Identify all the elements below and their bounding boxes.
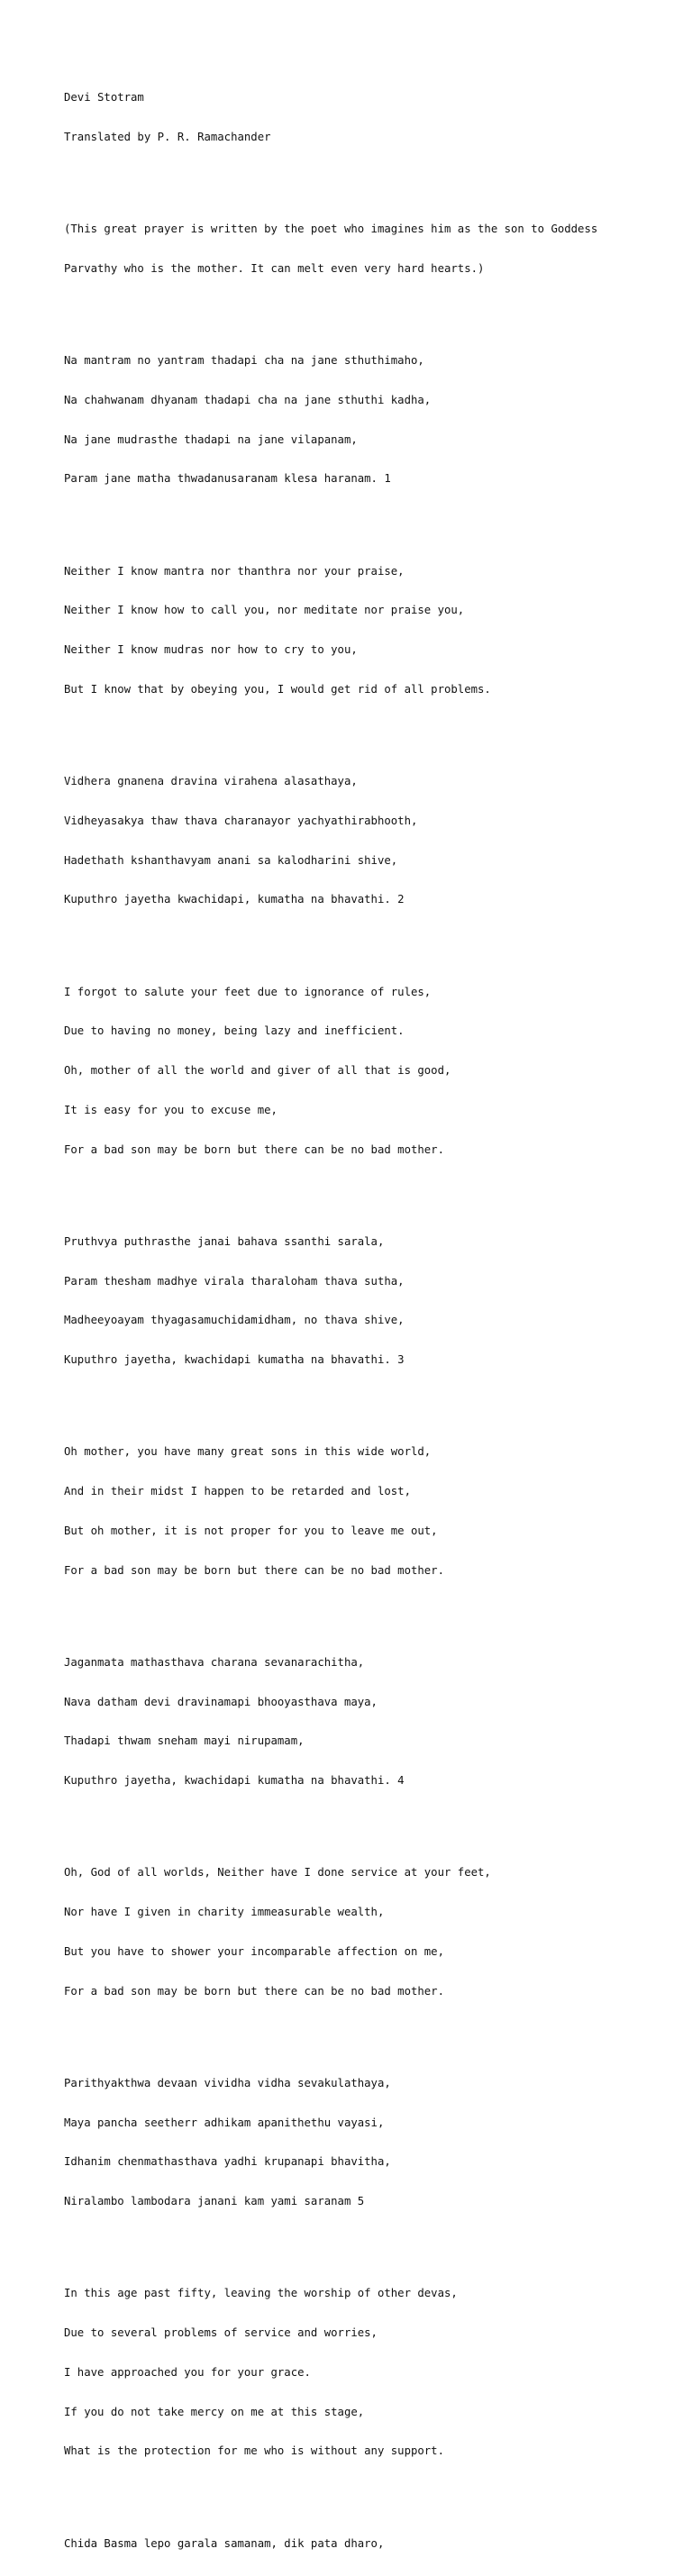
stanza-line: Vidheyasakya thaw thava charanayor yachyathirabhooth, — [64, 814, 418, 827]
blank-line — [64, 170, 677, 184]
stanza-line: Na mantram no yantram thadapi cha na jane sthuthimaho, — [64, 354, 424, 368]
stanza-line: Niralambo lambodara janani kam yami saranam 5 — [64, 2195, 365, 2208]
stanza-line: But oh mother, it is not proper for you to leave me out, — [64, 1524, 438, 1537]
stanza-line: I forgot to salute your feet due to ignorance of rules, — [64, 985, 432, 998]
stanza-line: Due to several problems of service and worries, — [64, 2326, 378, 2340]
blank-line — [64, 1393, 677, 1406]
blank-line — [64, 2484, 677, 2498]
stanza-line: Vidhera gnanena dravina virahena alasathaya, — [64, 775, 358, 788]
blank-line — [64, 2024, 677, 2037]
stanza-line: Param thesham madhye virala tharaloham thava sutha, — [64, 1274, 405, 1288]
stanza-line: Oh mother, you have many great sons in this wide world, — [64, 1445, 432, 1459]
stanza-line: And in their midst I happen to be retarded and lost, — [64, 1485, 411, 1498]
stanza-line: Neither I know how to call you, nor meditate nor praise you, — [64, 604, 465, 617]
stanza-line: Jaganmata mathasthava charana sevanarachitha, — [64, 1655, 365, 1669]
stanza-line: Maya pancha seetherr adhikam apanithethu vayasi, — [64, 2116, 385, 2129]
stanza-line: Nava datham devi dravinamapi bhooyasthava maya, — [64, 1695, 378, 1708]
stanza-line: It is easy for you to excuse me, — [64, 1103, 278, 1116]
stanza-line: For a bad son may be born but there can be no bad mother. — [64, 1142, 444, 1156]
blank-line — [64, 723, 677, 736]
stanza-line: I have approached you for your grace. — [64, 2365, 311, 2379]
stanza-line: Neither I know mantra nor thanthra nor your praise, — [64, 564, 405, 578]
document-title: Devi Stotram — [64, 91, 144, 105]
stanza-line: Kuputhro jayetha, kwachidapi kumatha na bhavathi. 3 — [64, 1353, 405, 1367]
stanza-line: Chida Basma lepo garala samanam, dik pata dharo, — [64, 2536, 385, 2550]
stanza-line: Neither I know mudras nor how to cry to you, — [64, 643, 358, 657]
stanza-line: Pruthvya puthrasthe janai bahava ssanthi sarala, — [64, 1234, 385, 1248]
blank-line — [64, 1814, 677, 1827]
stanza-line: Param jane matha thwadanusaranam klesa haranam. 1 — [64, 472, 391, 486]
stanza-line: Kuputhro jayetha, kwachidapi kumatha na bhavathi. 4 — [64, 1774, 405, 1788]
stanza-line: For a bad son may be born but there can be no bad mother. — [64, 1984, 444, 1998]
blank-line — [64, 1182, 677, 1196]
document-text — [64, 65, 677, 2576]
stanza-line: Na jane mudrasthe thadapi na jane vilapanam, — [64, 432, 358, 446]
stanza-line: But you have to shower your incomparable affection on me, — [64, 1944, 444, 1958]
blank-line — [64, 1603, 677, 1616]
stanza-line: Hadethath kshanthavyam anani sa kalodharini shive, — [64, 853, 398, 867]
blank-line — [64, 2235, 677, 2248]
stanza-line: In this age past fifty, leaving the worship of other devas, — [64, 2287, 458, 2300]
intro-line: (This great prayer is written by the poet who imagines him as the son to Goddess — [64, 223, 598, 236]
stanza-line: If you do not take mercy on me at this stage, — [64, 2405, 365, 2418]
stanza-line: For a bad son may be born but there can be no bad mother. — [64, 1563, 444, 1577]
intro-line: Parvathy who is the mother. It can melt even very hard hearts.) — [64, 261, 485, 275]
blank-line — [64, 933, 677, 946]
blank-line — [64, 512, 677, 525]
stanza-line: Thadapi thwam sneham mayi nirupamam, — [64, 1734, 305, 1748]
stanza-line: Oh, mother of all the world and giver of all that is good, — [64, 1064, 451, 1078]
stanza-line: Na chahwanam dhyanam thadapi cha na jane sthuthi kadha, — [64, 393, 432, 406]
stanza-line: Madheeyoayam thyagasamuchidamidham, no thava shive, — [64, 1314, 405, 1327]
stanza-line: What is the protection for me who is without any support. — [64, 2444, 444, 2458]
stanza-line: Idhanim chenmathasthava yadhi krupanapi bhavitha, — [64, 2155, 391, 2169]
stanza-line: But I know that by obeying you, I would get rid of all problems. — [64, 682, 491, 696]
stanza-line: Nor have I given in charity immeasurable wealth, — [64, 1906, 385, 1919]
blank-line — [64, 302, 677, 315]
stanza-line: Parithyakthwa devaan vividha vidha sevakulathaya, — [64, 2076, 391, 2089]
document-translator: Translated by P. R. Ramachander — [64, 130, 271, 143]
stanza-line: Kuputhro jayetha kwachidapi, kumatha na bhavathi. 2 — [64, 893, 405, 906]
stanza-line: Due to having no money, being lazy and inefficient. — [64, 1024, 405, 1038]
stanza-line: Oh, God of all worlds, Neither have I done service at your feet, — [64, 1866, 491, 1880]
